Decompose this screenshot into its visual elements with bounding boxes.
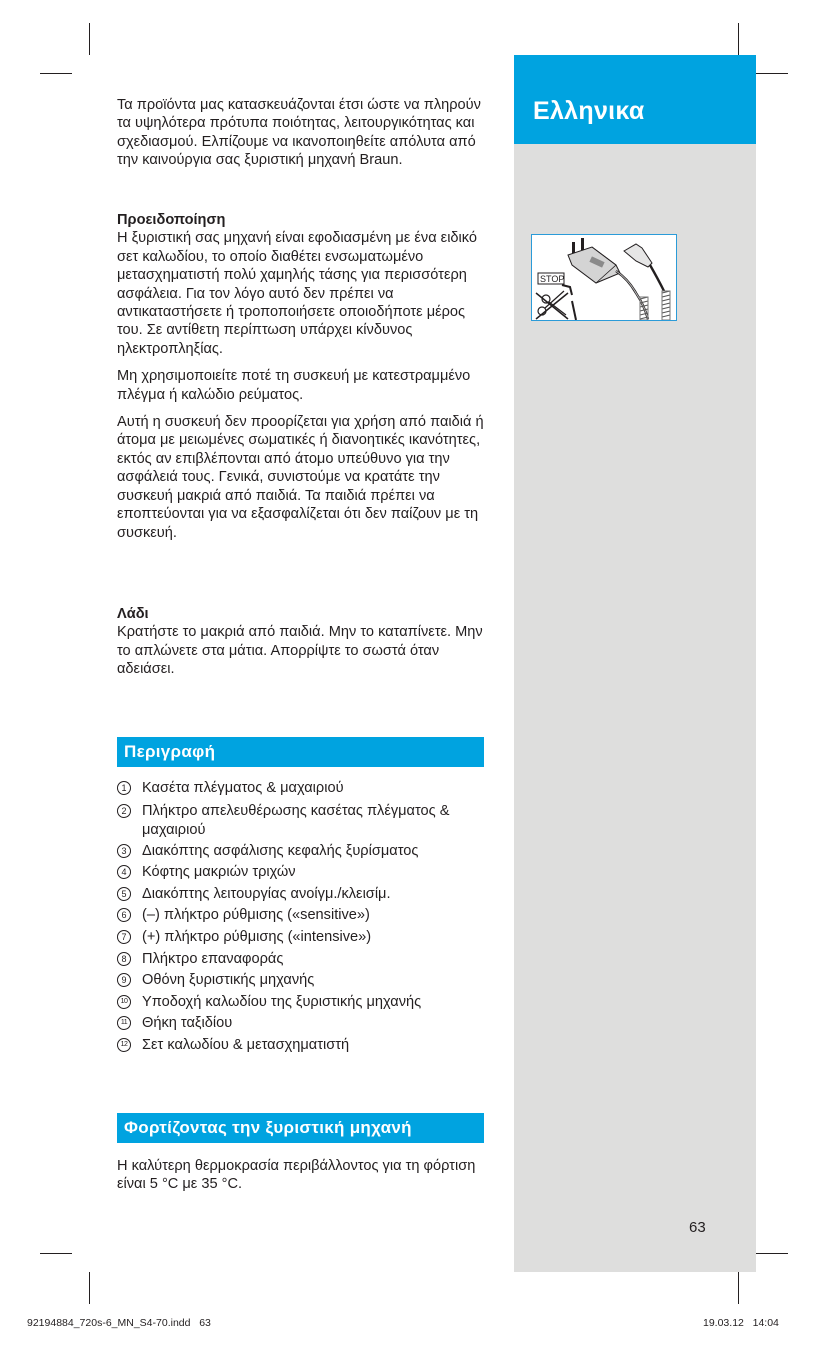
item-text: Θήκη ταξιδίου [142,1015,233,1032]
page-number: 63 [689,1219,706,1236]
item-text: (+) πλήκτρο ρύθμισης («intensive») [142,928,372,945]
list-item [117,927,487,949]
warning-paragraph: Η ξυριστική σας μηχανή είναι εφοδιασμένη με ένα ειδικό σετ καλωδίου, το οποίο διαθέτει ενσωματωμένο μετασχηματιστή πολύ χαμηλής τάσης για περισσότερη ασφάλεια. Για τον λόγο αυτό δεν πρέπει να αντικαταστήσετε ή τροποποιήσετε οποιοδήποτε μέρος του. Σε αντίθετη περίπτωση υπάρχει κίνδυνος ηλεκτροπληξίας. [117,230,478,357]
warning-paragraph: Μη χρησιμοποιείτε ποτέ τη συσκευή με κατεστραμμένο πλέγμα ή καλώδιο ρεύματος. [117,368,471,403]
coiled-cable [640,291,670,320]
intro-paragraph [117,96,487,170]
item-number: 2 [117,804,131,818]
stop-label: STOP [540,274,565,284]
cable [616,271,648,319]
item-text: Διακόπτης λειτουργίας ανοίγμ./κλεισίμ. [142,885,391,902]
oil-heading: Λάδι [117,606,149,622]
plug-prong [581,238,584,250]
item-text: Οθόνη ξυριστικής μηχανής [142,972,315,989]
item-number: 1 [117,781,131,795]
item-number: 7 [117,930,131,944]
warning-paragraph: Αυτή η συσκευή δεν προορίζεται για χρήση από παιδιά ή άτομα με μειωμένες σωματικές ή διανοητικές ικανότητες, εκτός αν επιβλέπονται από άτομο υπεύθυνο για την ασφάλειά τους. Γενικά, συνιστούμε να κρατάτε την συσκευή μακριά από παιδιά. Τα παιδιά πρέπει να εποπτεύονται για να εξασφαλίζεται ότι δεν παίζουν με τη συσκευή. [117,414,484,541]
item-number: 10 [117,995,131,1009]
crop-mark [40,73,72,74]
list-item [117,1013,487,1035]
cross-mark [536,293,568,319]
scissors-icon [538,291,566,315]
list-item [117,800,487,841]
crop-mark [40,1253,72,1254]
crop-mark [738,1272,739,1304]
item-number: 12 [117,1038,131,1052]
item-number: 9 [117,973,131,987]
charging-text: Η καλύτερη θερμοκρασία περιβάλλοντος για τη φόρτιση είναι 5 °C με 35 °C. [117,1158,476,1193]
list-item [117,862,487,884]
oil-text: Κρατήστε το μακριά από παιδιά. Μην το καταπίνετε. Μην το απλώνετε στα μάτια. Απορρίψτε το σωστά όταν αδειάσει. [117,624,483,678]
item-text: Κόφτης μακριών τριχών [142,864,296,881]
crop-mark [756,73,788,74]
list-item [117,778,487,800]
list-item [117,949,487,971]
crop-mark [89,23,90,55]
item-text: Διακόπτης ασφάλισης κεφαλής ξυρίσματος [142,842,419,859]
item-text: (–) πλήκτρο ρύθμισης («sensitive») [142,907,370,924]
oil-section [117,605,487,679]
list-item [117,884,487,906]
warning-heading: Προειδοποίηση [117,212,226,228]
item-text: Πλήκτρο απελευθέρωσης κασέτας πλέγματος & μαχαιριού [142,802,450,838]
item-text: Υποδοχή καλωδίου της ξυριστικής μηχανής [142,993,422,1010]
plug-warning-illustration [531,234,677,321]
language-title: Ελληνικα [533,97,645,125]
item-number: 4 [117,865,131,879]
item-text: Σετ καλωδίου & μετασχηματιστή [142,1036,350,1053]
item-text: Πλήκτρο επαναφοράς [142,950,284,967]
list-item [117,841,487,863]
language-sidebar [514,55,756,1272]
crop-mark [89,1272,90,1304]
print-footer-date: 19.03.12 14:04 [703,1317,779,1329]
list-item [117,1035,487,1057]
item-number: 3 [117,844,131,858]
list-item [117,970,487,992]
list-item [117,992,487,1014]
language-header [514,55,756,144]
charging-heading: Φορτίζοντας την ξυριστική μηχανή [117,1113,484,1143]
charging-section [117,1157,487,1194]
print-footer-file: 92194884_720s-6_MN_S4-70.indd 63 [27,1317,211,1329]
item-number: 8 [117,952,131,966]
adapter-body [568,247,620,283]
item-text: Κασέτα πλέγματος & μαχαιριού [142,780,344,796]
parts-list [117,778,487,1057]
connector-plug [624,244,652,267]
warning-section [117,211,487,542]
item-number: 5 [117,887,131,901]
crop-mark [756,1253,788,1254]
plug-prong [572,242,575,254]
list-item [117,905,487,927]
intro-text: Τα προϊόντα μας κατασκευάζονται έτσι ώστε να πληρούν τα υψηλότερα πρότυπα ποιότητας, λειτουργικότητας και σχεδιασμού. Ελπίζουμε να ικανοποιηθείτε απόλυτα από την καινούργια σας ξυριστική μηχανή Braun. [117,97,481,169]
item-number: 6 [117,908,131,922]
description-heading: Περιγραφή [117,737,484,767]
cut-cable [572,301,576,320]
item-number: 11 [117,1016,131,1030]
crop-mark [738,23,739,55]
